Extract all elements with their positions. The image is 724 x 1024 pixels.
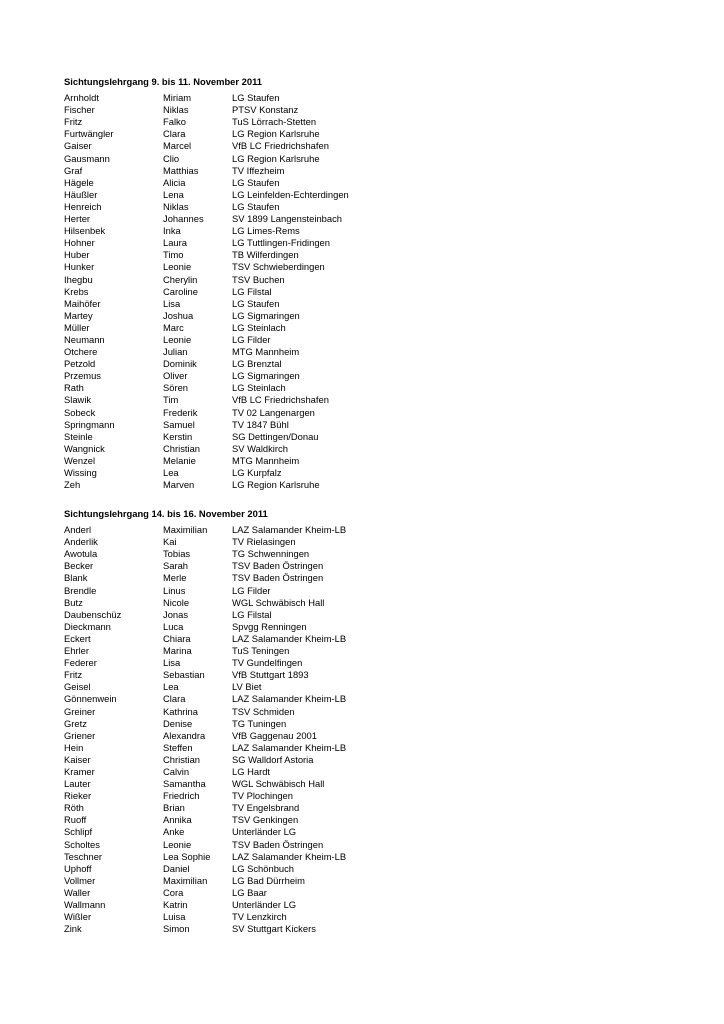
club-name: TV Engelsbrand [232, 802, 300, 814]
club-name: LG Kurpfalz [232, 467, 282, 478]
club-name: TSV Genkingen [232, 814, 299, 826]
last-name: Steinle [64, 430, 93, 442]
first-name: Samantha [163, 778, 206, 790]
first-name: Marven [163, 479, 195, 491]
last-name: Fischer [64, 104, 95, 116]
club-name: TB Wilferdingen [232, 249, 299, 261]
section-course-1 [64, 76, 432, 491]
last-name: Teschner [64, 850, 103, 862]
last-name: Schlipf [64, 826, 93, 838]
club-name: LG Sigmaringen [232, 370, 300, 382]
first-name: Matthias [163, 164, 199, 176]
club-name: TuS Lörrach-Stetten [232, 116, 317, 128]
participant-row [64, 274, 432, 286]
participant-row [64, 419, 432, 431]
last-name: Hein [64, 741, 84, 753]
participant-row [64, 334, 432, 346]
last-name: Awotula [64, 548, 98, 560]
participant-row [64, 633, 432, 645]
club-name: SV 1899 Langensteinbach [232, 213, 342, 225]
club-name: LG Staufen [232, 297, 280, 309]
club-name: LG Tuttlingen-Fridingen [232, 237, 330, 249]
first-name: Lisa [163, 657, 181, 669]
participant-row [64, 358, 432, 370]
club-name: LG Schönbuch [232, 862, 295, 874]
participant-row [64, 802, 432, 814]
participant-row [64, 718, 432, 730]
first-name: Luca [163, 620, 184, 632]
participant-row [64, 585, 432, 597]
club-name: LG Steinlach [232, 382, 286, 394]
last-name: Becker [64, 560, 94, 572]
first-name: Katrin [163, 899, 188, 910]
club-name: LAZ Salamander Kheim-LB [232, 850, 347, 862]
club-name: LG Region Karlsruhe [232, 479, 320, 491]
participant-row [64, 657, 432, 669]
club-name: VfB LC Friedrichshafen [232, 140, 329, 152]
club-name: TV Gundelfingen [232, 657, 303, 669]
last-name: Röth [64, 802, 84, 814]
last-name: Krebs [64, 285, 89, 297]
last-name: Wissing [64, 467, 97, 478]
club-name: PTSV Konstanz [232, 104, 299, 116]
participant-row [64, 839, 432, 851]
last-name: Hilsenbek [64, 225, 106, 237]
club-name: MTG Mannheim [232, 454, 300, 466]
club-name: TV Plochingen [232, 790, 293, 802]
last-name: Wangnick [64, 442, 105, 454]
first-name: Anke [163, 826, 185, 838]
last-name: Kramer [64, 765, 95, 777]
first-name: Lea [163, 681, 179, 693]
last-name: Petzold [64, 358, 96, 370]
last-name: Blank [64, 572, 88, 584]
first-name: Luisa [163, 911, 186, 923]
first-name: Lea Sophie [163, 850, 211, 862]
first-name: Leonie [163, 838, 192, 850]
participant-row [64, 177, 432, 189]
club-name: TV Lenzkirch [232, 911, 287, 923]
first-name: Brian [163, 802, 185, 814]
first-name: Steffen [163, 741, 193, 753]
first-name: Maximilian [163, 524, 208, 536]
last-name: Ruoff [64, 814, 87, 826]
last-name: Zeh [64, 479, 81, 491]
first-name: Laura [163, 237, 187, 249]
last-name: Huber [64, 249, 90, 261]
club-name: LG Leinfelden-Echterdingen [232, 188, 349, 200]
last-name: Wallmann [64, 899, 106, 910]
first-name: Tobias [163, 548, 191, 560]
club-name: LAZ Salamander Kheim-LB [232, 524, 347, 536]
participant-row [64, 887, 432, 899]
last-name: Ihegbu [64, 273, 93, 285]
club-name: SV Waldkirch [232, 442, 288, 454]
club-name: LAZ Salamander Kheim-LB [232, 741, 347, 753]
club-name: TG Schwenningen [232, 548, 310, 560]
last-name: Gönnenwein [64, 693, 117, 705]
first-name: Denise [163, 717, 193, 729]
last-name: Geisel [64, 681, 91, 693]
last-name: Gausmann [64, 152, 110, 164]
club-name: LG Staufen [232, 92, 280, 104]
last-name: Ehrler [64, 645, 90, 657]
club-name: TSV Schwieberdingen [232, 261, 325, 273]
last-name: Hunker [64, 261, 95, 273]
participant-row [64, 609, 432, 621]
last-name: Henreich [64, 200, 102, 212]
participant-row [64, 225, 432, 237]
participant-row [64, 189, 432, 201]
last-name: Eckert [64, 632, 91, 644]
first-name: Marina [163, 645, 192, 657]
last-name: Rieker [64, 790, 92, 802]
first-name: Lisa [163, 297, 181, 309]
participant-row [64, 899, 432, 911]
club-name: LG Steinlach [232, 321, 286, 333]
first-name: Simon [163, 923, 190, 935]
participant-row [64, 310, 432, 322]
participant-row [64, 128, 432, 140]
first-name: Marc [163, 321, 184, 333]
participant-row [64, 298, 432, 310]
participant-row [64, 346, 432, 358]
participant-row [64, 681, 432, 693]
first-name: Jonas [163, 608, 189, 620]
participant-row [64, 669, 432, 681]
club-name: TSV Schmiden [232, 705, 295, 717]
first-name: Samuel [163, 418, 195, 430]
club-name: LAZ Salamander Kheim-LB [232, 693, 347, 705]
club-name: LG Staufen [232, 200, 280, 212]
participant-row [64, 201, 432, 213]
last-name: Waller [64, 886, 91, 898]
first-name: Inka [163, 225, 181, 237]
club-name: TG Tuningen [232, 717, 287, 729]
participant-row [64, 443, 432, 455]
first-name: Sebastian [163, 669, 205, 681]
first-name: Melanie [163, 454, 196, 466]
section-title: Sichtungslehrgang 14. bis 16. November 2011 [64, 508, 268, 519]
participant-row [64, 597, 432, 609]
first-name: Alicia [163, 176, 186, 188]
first-name: Joshua [163, 309, 194, 321]
first-name: Calvin [163, 765, 190, 777]
club-name: VfB Gaggenau 2001 [232, 729, 317, 741]
last-name: Anderl [64, 524, 92, 536]
club-name: LG Filstal [232, 285, 272, 297]
last-name: Otchere [64, 346, 98, 358]
last-name: Graf [64, 164, 83, 176]
participant-row [64, 814, 432, 826]
first-name: Maximilian [163, 874, 208, 886]
club-name: SV Stuttgart Kickers [232, 923, 316, 935]
participant-row [64, 140, 432, 152]
participant-row [64, 778, 432, 790]
club-name: Unterländer LG [232, 826, 297, 838]
first-name: Daniel [163, 862, 190, 874]
club-name: LG Bad Dürrheim [232, 874, 305, 886]
first-name: Cora [163, 886, 184, 898]
last-name: Kaiser [64, 753, 91, 765]
club-name: LG Filstal [232, 608, 272, 620]
last-name: Zink [64, 923, 82, 935]
first-name: Lea [163, 467, 179, 478]
participant-row [64, 536, 432, 548]
last-name: Gretz [64, 717, 87, 729]
club-name: SG Walldorf Astoria [232, 753, 314, 765]
last-name: Fritz [64, 669, 83, 681]
first-name: Christian [163, 442, 200, 454]
first-name: Miriam [163, 92, 192, 104]
participant-row [64, 790, 432, 802]
club-name: LAZ Salamander Kheim-LB [232, 632, 347, 644]
last-name: Rath [64, 382, 84, 394]
club-name: TuS Teningen [232, 645, 290, 657]
first-name: Clara [163, 693, 186, 705]
club-name: LG Hardt [232, 765, 271, 777]
participant-row [64, 875, 432, 887]
participant-row [64, 730, 432, 742]
participant-row [64, 116, 432, 128]
first-name: Clara [163, 128, 186, 140]
participant-list [64, 524, 432, 935]
participant-row [64, 249, 432, 261]
participant-row [64, 407, 432, 419]
club-name: LG Region Karlsruhe [232, 128, 320, 140]
participant-row [64, 693, 432, 705]
last-name: Fritz [64, 116, 83, 128]
participant-row [64, 322, 432, 334]
last-name: Greiner [64, 705, 96, 717]
first-name: Marcel [163, 140, 192, 152]
first-name: Johannes [163, 213, 204, 225]
club-name: LG Baar [232, 886, 267, 898]
participant-row [64, 286, 432, 298]
last-name: Lauter [64, 778, 91, 790]
participant-row [64, 104, 432, 116]
section-course-2 [64, 508, 432, 935]
club-name: LG Filder [232, 584, 271, 596]
participant-row [64, 621, 432, 633]
participant-row [64, 370, 432, 382]
club-name: TSV Baden Östringen [232, 560, 324, 572]
participant-row [64, 754, 432, 766]
participant-row [64, 479, 432, 491]
first-name: Friedrich [163, 790, 200, 802]
last-name: Daubenschüz [64, 608, 122, 620]
last-name: Dieckmann [64, 620, 111, 632]
club-name: LV Biet [232, 681, 262, 693]
participant-row [64, 826, 432, 838]
first-name: Oliver [163, 370, 188, 382]
first-name: Frederik [163, 406, 198, 418]
last-name: Butz [64, 596, 83, 608]
club-name: LG Brenztal [232, 358, 282, 370]
last-name: Arnholdt [64, 92, 99, 104]
last-name: Anderlik [64, 536, 98, 548]
participant-row [64, 165, 432, 177]
first-name: Chiara [163, 632, 191, 644]
first-name: Linus [163, 584, 186, 596]
club-name: TV 02 Langenargen [232, 406, 315, 418]
participant-row [64, 911, 432, 923]
club-name: MTG Mannheim [232, 346, 300, 358]
club-name: VfB LC Friedrichshafen [232, 394, 329, 406]
first-name: Clio [163, 152, 180, 164]
club-name: WGL Schwäbisch Hall [232, 596, 325, 608]
first-name: Tim [163, 394, 179, 406]
last-name: Herter [64, 213, 91, 225]
participant-row [64, 455, 432, 467]
participant-row [64, 863, 432, 875]
participant-row [64, 548, 432, 560]
participant-row [64, 261, 432, 273]
first-name: Cherylin [163, 273, 198, 285]
first-name: Kai [163, 536, 177, 548]
last-name: Brendle [64, 584, 97, 596]
last-name: Slawik [64, 394, 92, 406]
club-name: TSV Baden Östringen [232, 838, 324, 850]
first-name: Christian [163, 753, 200, 765]
first-name: Niklas [163, 104, 189, 116]
club-name: TV Rielasingen [232, 536, 296, 548]
participant-row [64, 213, 432, 225]
club-name: VfB Stuttgart 1893 [232, 669, 309, 681]
club-name: LG Staufen [232, 176, 280, 188]
first-name: Alexandra [163, 729, 206, 741]
first-name: Nicole [163, 596, 190, 608]
last-name: Häußler [64, 188, 98, 200]
first-name: Sören [163, 382, 189, 394]
first-name: Lena [163, 188, 184, 200]
participant-row [64, 467, 432, 479]
club-name: TSV Buchen [232, 273, 285, 285]
last-name: Springmann [64, 418, 115, 430]
club-name: TV Iffezheim [232, 164, 285, 176]
first-name: Julian [163, 346, 188, 358]
last-name: Hohner [64, 237, 95, 249]
first-name: Niklas [163, 200, 189, 212]
last-name: Uphoff [64, 862, 92, 874]
last-name: Scholtes [64, 838, 100, 850]
participant-row [64, 742, 432, 754]
participant-row [64, 923, 432, 935]
first-name: Timo [163, 249, 184, 261]
participant-list [64, 92, 432, 491]
club-name: WGL Schwäbisch Hall [232, 778, 325, 790]
last-name: Furtwängler [64, 128, 114, 140]
club-name: SG Dettingen/Donau [232, 430, 319, 442]
first-name: Merle [163, 572, 187, 584]
participant-row [64, 237, 432, 249]
last-name: Müller [64, 321, 90, 333]
last-name: Vollmer [64, 874, 96, 886]
club-name: LG Limes-Rems [232, 225, 300, 237]
participant-row [64, 766, 432, 778]
last-name: Maihöfer [64, 297, 101, 309]
last-name: Sobeck [64, 406, 96, 418]
last-name: Wißler [64, 911, 92, 923]
club-name: Spvgg Renningen [232, 620, 307, 632]
section-title: Sichtungslehrgang 9. bis 11. November 2011 [64, 76, 262, 87]
participant-row [64, 560, 432, 572]
last-name: Wenzel [64, 454, 96, 466]
first-name: Caroline [163, 285, 198, 297]
participant-row [64, 92, 432, 104]
last-name: Martey [64, 309, 93, 321]
club-name: TSV Baden Östringen [232, 572, 324, 584]
last-name: Gaiser [64, 140, 92, 152]
participant-row [64, 645, 432, 657]
participant-row [64, 851, 432, 863]
club-name: LG Sigmaringen [232, 309, 300, 321]
participant-row [64, 572, 432, 584]
last-name: Federer [64, 657, 97, 669]
last-name: Neumann [64, 333, 105, 345]
last-name: Hägele [64, 176, 94, 188]
club-name: LG Region Karlsruhe [232, 152, 320, 164]
participant-row [64, 706, 432, 718]
club-name: Unterländer LG [232, 899, 297, 910]
first-name: Falko [163, 116, 186, 128]
club-name: TV 1847 Bühl [232, 418, 289, 430]
participant-row [64, 382, 432, 394]
participant-row [64, 394, 432, 406]
last-name: Griener [64, 729, 96, 741]
club-name: LG Filder [232, 333, 271, 345]
first-name: Kerstin [163, 430, 193, 442]
last-name: Przemus [64, 370, 101, 382]
first-name: Dominik [163, 358, 197, 370]
participant-row [64, 153, 432, 165]
first-name: Leonie [163, 333, 192, 345]
participant-row [64, 431, 432, 443]
first-name: Leonie [163, 261, 192, 273]
participant-row [64, 524, 432, 536]
first-name: Sarah [163, 560, 189, 572]
first-name: Annika [163, 814, 192, 826]
first-name: Kathrina [163, 705, 198, 717]
